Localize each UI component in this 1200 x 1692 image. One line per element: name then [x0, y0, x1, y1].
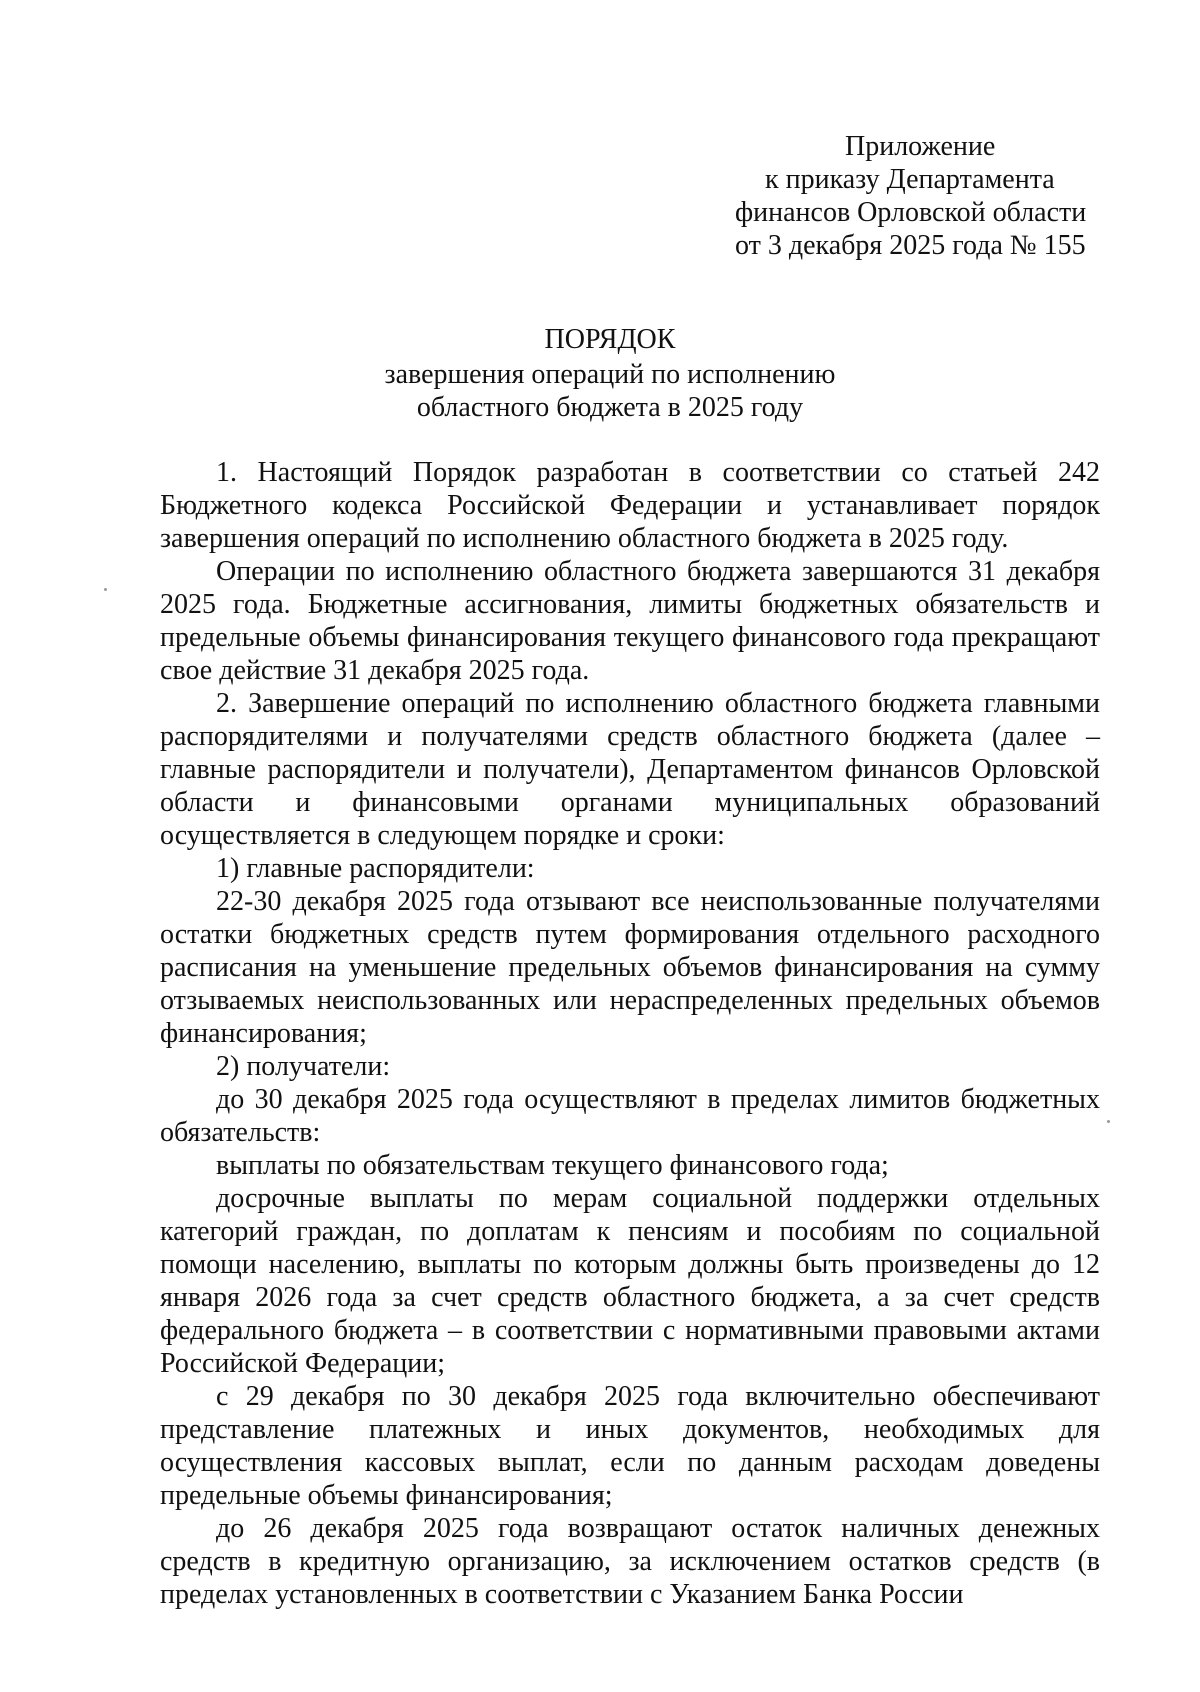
paragraph-10: с 29 декабря по 30 декабря 2025 года включительно обеспечивают представление платежных и иных документов, необходимых для осуществления кассовых выплат, если по данным расходам доведены предельные объемы финансирования;	[160, 1381, 1100, 1511]
paragraph-1: 1. Настоящий Порядок разработан в соответствии со статьей 242 Бюджетного кодекса Российской Федерации и устанавливает порядок завершения операций по исполнению областного бюджета в 2025 году.	[160, 457, 1100, 554]
document-body	[160, 456, 1100, 1611]
document-subtitle-line-2: областного бюджета в 2025 году	[416, 392, 804, 423]
paragraph-8: выплаты по обязательствам текущего финансового года;	[216, 1150, 889, 1181]
appendix-line-2: к приказу Департамента	[765, 164, 1055, 195]
paragraph-7: до 30 декабря 2025 года осуществляют в пределах лимитов бюджетных обязательств:	[160, 1084, 1100, 1148]
appendix-line-1: Приложение	[845, 131, 996, 162]
paragraph-9: досрочные выплаты по мерам социальной поддержки отдельных категорий граждан, по доплатам к пенсиям и пособиям по социальной помощи населению, выплаты по которым должны быть произведены до 12 января 2026 года за счет средств областного бюджета, а за счет средств федерального бюджета – в соответствии с нормативными правовыми актами Российской Федерации;	[160, 1183, 1100, 1379]
paragraph-11: до 26 декабря 2025 года возвращают остаток наличных денежных средств в кредитную организацию, за исключением остатков средств (в пределах установленных в соответствии с Указанием Банка России	[160, 1513, 1100, 1610]
paragraph-2: Операции по исполнению областного бюджета завершаются 31 декабря 2025 года. Бюджетные ассигнования, лимиты бюджетных обязательств и предельные объемы финансирования текущего финансового года прекращают свое действие 31 декабря 2025 года.	[160, 556, 1100, 686]
paragraph-6: 2) получатели:	[216, 1051, 391, 1082]
paragraph-3: 2. Завершение операций по исполнению областного бюджета главными распорядителями и получателями средств областного бюджета (далее – главные распорядители и получатели), Департаментом финансов Орловской области и финансовыми органами муниципальных образований осуществляется в следующем порядке и сроки:	[160, 688, 1100, 851]
scan-speck	[104, 588, 107, 591]
paragraph-5: 22-30 декабря 2025 года отзывают все неиспользованные получателями остатки бюджетных средств путем формирования отдельного расходного расписания на уменьшение предельных объемов финансирования на сумму отзываемых неиспользованных или нераспределенных предельных объемов финансирования;	[160, 886, 1100, 1049]
document-title: ПОРЯДОК	[544, 324, 676, 355]
scan-speck	[1107, 1120, 1110, 1123]
document-subtitle-line-1: завершения операций по исполнению	[384, 359, 836, 390]
appendix-line-3: финансов Орловской области	[735, 197, 1087, 228]
appendix-line-4: от 3 декабря 2025 года № 155	[735, 230, 1086, 261]
paragraph-4: 1) главные распорядители:	[216, 853, 535, 884]
appendix-header	[735, 130, 1135, 262]
document-title-block	[160, 323, 1060, 424]
